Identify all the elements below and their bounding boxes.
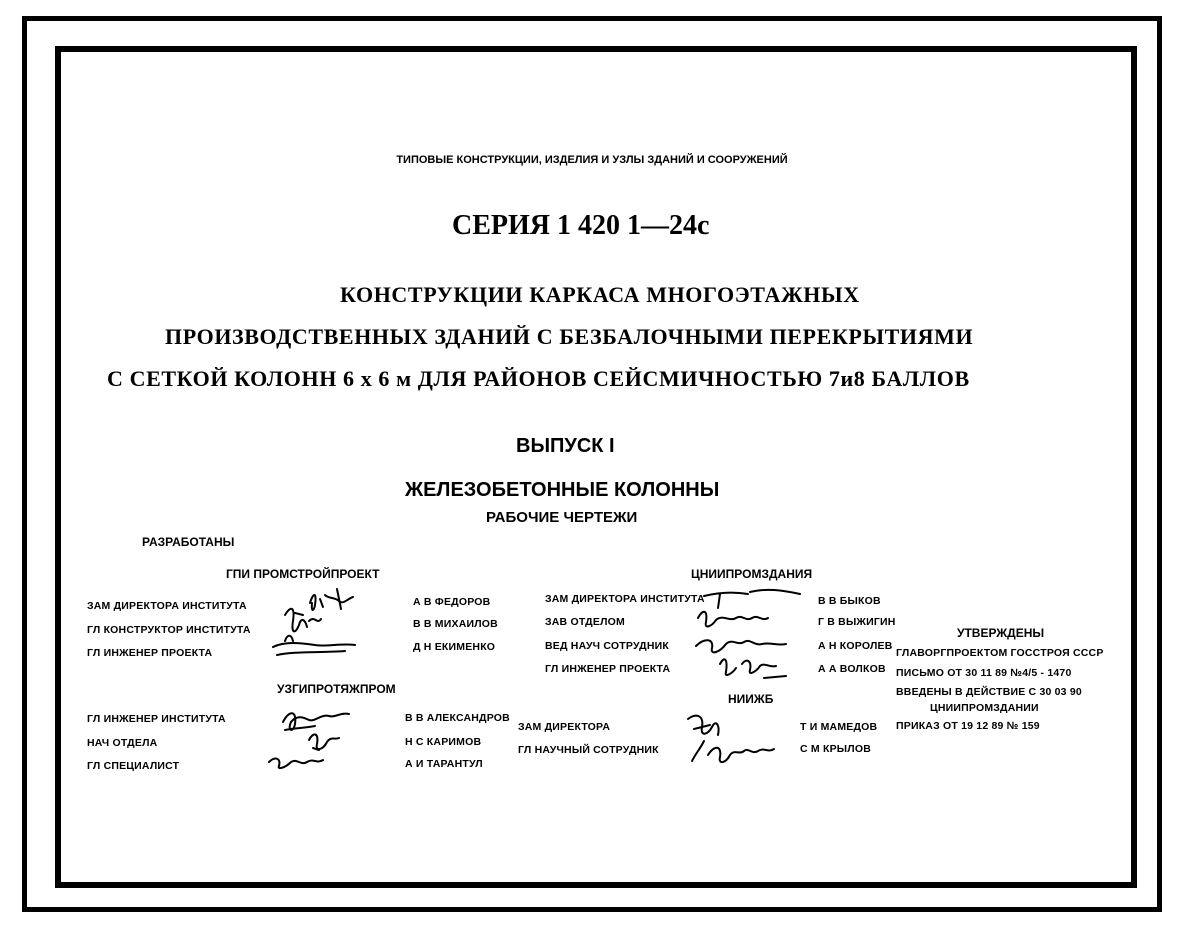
uzgip-person-3: А И ТАРАНТУЛ: [405, 758, 483, 770]
tsnii-person-4: А А ВОЛКОВ: [818, 663, 886, 675]
issue-kind: РАБОЧИЕ ЧЕРТЕЖИ: [486, 509, 638, 526]
gpi-person-3: Д Н ЕКИМЕНКО: [413, 641, 496, 653]
issue-name: ЖЕЛЕЗОБЕТОННЫЕ КОЛОННЫ: [405, 479, 720, 501]
uzgip-person-1: В В АЛЕКСАНДРОВ: [405, 712, 510, 724]
series-number: СЕРИЯ 1 420 1—24с: [452, 210, 710, 241]
tsnii-position-4: ГЛ ИНЖЕНЕР ПРОЕКТА: [545, 663, 671, 675]
niizhb-position-2: ГЛ НАУЧНЫЙ СОТРУДНИК: [518, 744, 659, 756]
title-line-3: С СЕТКОЙ КОЛОНН 6 х 6 м ДЛЯ РАЙОНОВ СЕЙСМИЧНОСТЬЮ 7и8 БАЛЛОВ: [107, 366, 970, 391]
approved-line-5: ПРИКАЗ ОТ 19 12 89 № 159: [896, 720, 1040, 732]
tsnii-position-1: ЗАМ ДИРЕКТОРА ИНСТИТУТА: [545, 593, 705, 605]
issue-label: ВЫПУСК I: [516, 435, 615, 457]
approved-line-3: ВВЕДЕНЫ В ДЕЙСТВИЕ С 30 03 90: [896, 686, 1082, 698]
tsnii-position-3: ВЕД НАУЧ СОТРУДНИК: [545, 640, 669, 652]
developed-label: РАЗРАБОТАНЫ: [142, 535, 235, 549]
title-line-2: ПРОИЗВОДСТВЕННЫХ ЗДАНИЙ С БЕЗБАЛОЧНЫМИ ПЕРЕКРЫТИЯМИ: [165, 324, 974, 349]
uzgip-position-2: НАЧ ОТДЕЛА: [87, 737, 158, 749]
approved-line-4: ЦНИИПРОМЗДАНИИ: [930, 702, 1039, 714]
approved-line-1: ГЛАВОРГПРОЕКТОМ ГОССТРОЯ СССР: [896, 647, 1104, 659]
approved-line-2: ПИСЬМО ОТ 30 11 89 №4/5 - 1470: [896, 667, 1072, 679]
org-niizhb-name: НИИЖБ: [728, 692, 774, 706]
org-tsnii-name: ЦНИИПРОМЗДАНИЯ: [691, 567, 813, 581]
gpi-position-1: ЗАМ ДИРЕКТОРА ИНСТИТУТА: [87, 600, 247, 612]
signature-alexandrov-icon: [265, 700, 375, 780]
signature-fedorov-icon: [265, 585, 375, 665]
signature-mamedov-icon: [680, 705, 790, 775]
gpi-position-3: ГЛ ИНЖЕНЕР ПРОЕКТА: [87, 647, 213, 659]
document-subtitle: ТИПОВЫЕ КОНСТРУКЦИИ, ИЗДЕЛИЯ И УЗЛЫ ЗДАНИЙ И СООРУЖЕНИЙ: [396, 154, 788, 166]
signature-bykov-icon: [690, 582, 820, 692]
gpi-person-1: А В ФЕДОРОВ: [413, 596, 491, 608]
title-line-1: КОНСТРУКЦИИ КАРКАСА МНОГОЭТАЖНЫХ: [340, 282, 860, 307]
niizhb-person-2: С М КРЫЛОВ: [800, 743, 871, 755]
approved-label: УТВЕРЖДЕНЫ: [957, 626, 1045, 640]
niizhb-person-1: Т И МАМЕДОВ: [800, 721, 878, 733]
org-gpi-name: ГПИ ПРОМСТРОЙПРОЕКТ: [226, 567, 380, 581]
tsnii-position-2: ЗАВ ОТДЕЛОМ: [545, 616, 625, 628]
niizhb-position-1: ЗАМ ДИРЕКТОРА: [518, 721, 611, 733]
gpi-position-2: ГЛ КОНСТРУКТОР ИНСТИТУТА: [87, 624, 251, 636]
uzgip-position-1: ГЛ ИНЖЕНЕР ИНСТИТУТА: [87, 713, 226, 725]
tsnii-person-3: А Н КОРОЛЕВ: [818, 640, 893, 652]
inner-frame: [55, 46, 1137, 888]
tsnii-person-2: Г В ВЫЖИГИН: [818, 616, 896, 628]
uzgip-position-3: ГЛ СПЕЦИАЛИСТ: [87, 760, 180, 772]
tsnii-person-1: В В БЫКОВ: [818, 595, 881, 607]
org-uzgip-name: УЗГИПРОТЯЖПРОМ: [277, 682, 396, 696]
uzgip-person-2: Н С КАРИМОВ: [405, 736, 482, 748]
gpi-person-2: В В МИХАИЛОВ: [413, 618, 498, 630]
